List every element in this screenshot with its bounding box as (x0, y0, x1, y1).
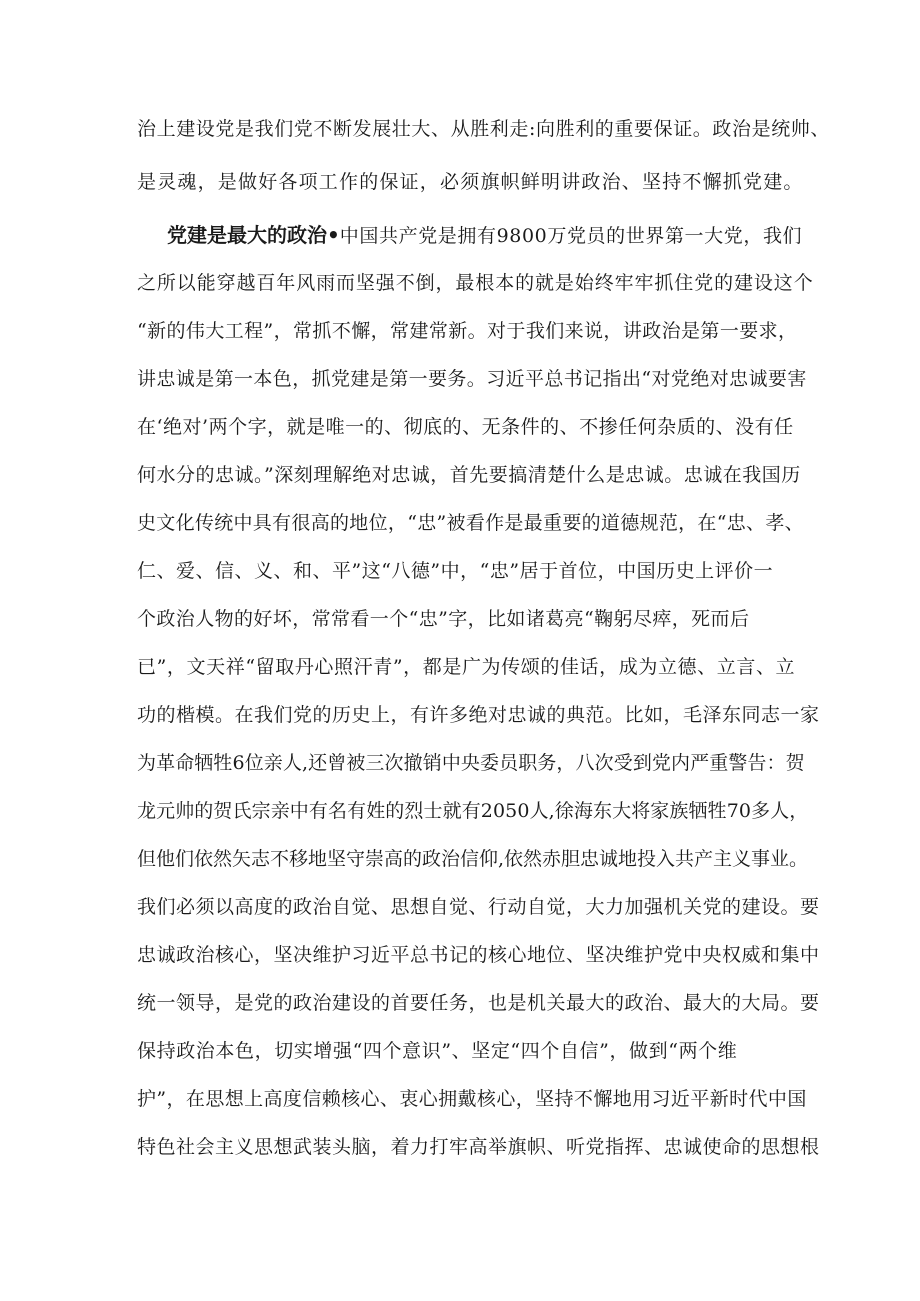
paragraph2-line: 统一领导，是党的政治建设的首要任务，也是机关最大的政治、最大的大局。要 (137, 992, 820, 1014)
paragraph2-line: 史文化传统中具有很高的地位，“忠”被看作是最重要的道德规范，在“忠、孝、 (137, 512, 804, 534)
paragraph2-first-line-text: 中国共产党是拥有9800万党员的世界第一大党，我们 (339, 225, 803, 247)
section-heading: 党建是最大的政治• (167, 223, 340, 247)
paragraph2-line: 龙元帅的贺氏宗亲中有名有姓的烈士就有2050人,徐海东大将家族牺牲70多人， (137, 800, 809, 822)
paragraph2-line: 保持政治本色，切实增强“四个意识”、坚定“四个自信”，做到“两个维 (137, 1040, 738, 1062)
paragraph2-line: 讲忠诚是第一本色，抓党建是第一要务。习近平总书记指出“对党绝对忠诚要害 (137, 368, 807, 390)
paragraph2-line: 之所以能穿越百年风雨而坚强不倒，最根本的就是始终牢牢抓住党的建设这个 (137, 272, 814, 294)
paragraph1-line-1: 治上建设党是我们党不断发展壮大、从胜利走:向胜利的重要保证。政治是统帅、 (137, 118, 831, 140)
paragraph2-line: 我们必须以高度的政治自觉、思想自觉、行动自觉，大力加强机关党的建设。要 (137, 896, 820, 918)
paragraph2-line: 但他们依然矢志不移地坚守崇高的政治信仰,依然赤胆忠诚地投入共产主义事业。 (137, 848, 809, 870)
paragraph2-line: 护”，在思想上高度信赖核心、衷心拥戴核心，坚持不懈地用习近平新时代中国 (137, 1088, 807, 1110)
paragraph2-line: 仁、爱、信、义、和、平”这“八德”中，“忠”居于首位，中国历史上评价一 (137, 560, 774, 582)
paragraph2-line: 为革命牺牲6位亲人,还曾被三次撤销中央委员职务，八次受到党内严重警告：贺 (137, 752, 805, 774)
paragraph2-line: 个政治人物的好坏，常常看一个“忠”字，比如诸葛亮“鞠躬尽瘁，死而后 (137, 608, 750, 630)
paragraph2-line: 何水分的忠诚。”深刻理解绝对忠诚，首先要搞清楚什么是忠诚。忠诚在我国历 (137, 464, 801, 486)
paragraph2-line: 功的楷模。在我们党的历史上，有许多绝对忠诚的典范。比如，毛泽东同志一家 (137, 704, 820, 726)
paragraph2-line: 已”，文天祥“留取丹心照汗青”，都是广为传颂的佳话，成为立德、立言、立 (137, 656, 796, 678)
paragraph2-line: 忠诚政治核心，坚决维护习近平总书记的核心地位、坚决维护党中央权威和集中 (137, 944, 820, 966)
paragraph2-line: 特色社会主义思想武装头脑，着力打牢高举旗帜、听党指挥、忠诚使命的思想根 (137, 1136, 820, 1158)
paragraph2-first-line (167, 222, 803, 248)
paragraph2-line: 在‘绝对’两个字，就是唯一的、彻底的、无条件的、不掺任何杂质的、没有任 (137, 416, 794, 438)
paragraph1-line-2: 是灵魂，是做好各项工作的保证，必须旗帜鲜明讲政治、坚持不懈抓党建。 (137, 171, 804, 193)
paragraph2-line: “新的伟大工程”，常抓不懈，常建常新。对于我们来说，讲政治是第一要求， (137, 320, 798, 342)
